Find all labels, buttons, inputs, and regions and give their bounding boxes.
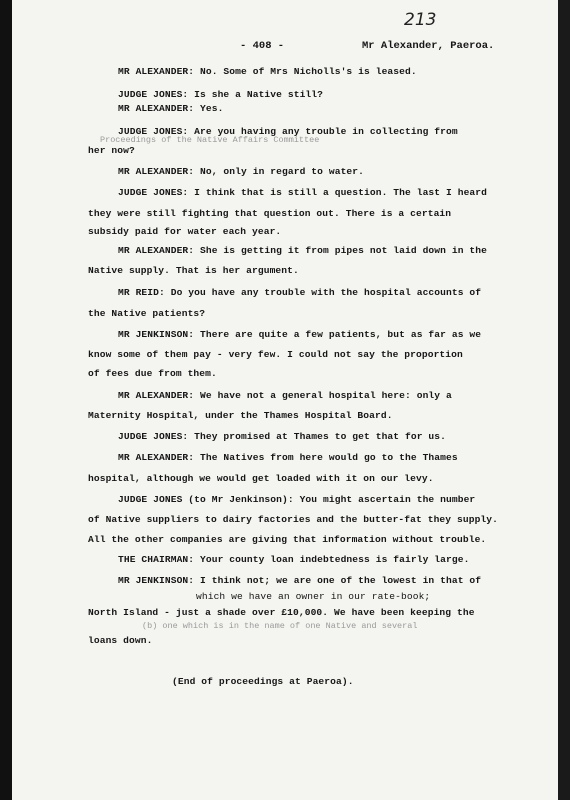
transcript-line: THE CHAIRMAN: Your county loan indebtedness is fairly large. (118, 554, 470, 565)
transcript-line: MR JENKINSON: There are quite a few patients, but as far as we (118, 329, 482, 340)
transcript-line: they were still fighting that question out. There is a certain (88, 208, 452, 219)
transcript-line: which we have an owner in our rate-book; (196, 591, 431, 602)
running-head: Mr Alexander, Paeroa. (362, 40, 495, 52)
document-page (12, 0, 558, 800)
transcript-line: MR JENKINSON: I think not; we are one of the lowest in that of (118, 575, 482, 586)
closing-note: (End of proceedings at Paeroa). (172, 676, 354, 687)
transcript-line: subsidy paid for water each year. (88, 226, 282, 237)
transcript-line: know some of them pay - very few. I could not say the proportion (88, 349, 463, 360)
transcript-line: MR ALEXANDER: She is getting it from pipes not laid down in the (118, 245, 488, 256)
transcript-line: MR ALEXANDER: The Natives from here would go to the Thames (118, 452, 458, 463)
bleed-through-text: Proceedings of the Native Affairs Committee (100, 135, 320, 145)
transcript-line: JUDGE JONES: Is she a Native still? (118, 89, 324, 100)
transcript-line: her now? (88, 145, 135, 156)
transcript-line: MR ALEXANDER: Yes. (118, 103, 224, 114)
transcript-line: JUDGE JONES: They promised at Thames to get that for us. (118, 431, 447, 442)
transcript-line: MR ALEXANDER: We have not a general hospital here: only a (118, 390, 452, 401)
transcript-line: hospital, although we would get loaded with it on our levy. (88, 473, 434, 484)
scan-right-edge (558, 0, 570, 800)
transcript-line: Maternity Hospital, under the Thames Hospital Board. (88, 410, 393, 421)
folio-number: 213 (404, 10, 437, 30)
transcript-line: JUDGE JONES: Are you having any trouble in collecting from (118, 126, 458, 137)
transcript-line: of Native suppliers to dairy factories and the butter-fat they supply. (88, 514, 499, 525)
bleed-through-text: (b) one which is in the name of one Native and several (142, 621, 418, 631)
transcript-line: North Island - just a shade over £10,000. We have been keeping the (88, 607, 475, 618)
transcript-line: the Native patients? (88, 308, 206, 319)
transcript-line: of fees due from them. (88, 368, 217, 379)
transcript-line: loans down. (88, 635, 153, 646)
transcript-line: MR ALEXANDER: No, only in regard to water. (118, 166, 365, 177)
transcript-line: JUDGE JONES: I think that is still a question. The last I heard (118, 187, 488, 198)
transcript-line: MR REID: Do you have any trouble with the hospital accounts of (118, 287, 482, 298)
scan-left-edge (0, 0, 12, 800)
transcript-line: Native supply. That is her argument. (88, 265, 299, 276)
transcript-line: MR ALEXANDER: No. Some of Mrs Nicholls's is leased. (118, 66, 417, 77)
transcript-line: All the other companies are giving that information without trouble. (88, 534, 487, 545)
page-number: - 408 - (240, 40, 285, 52)
transcript-line: JUDGE JONES (to Mr Jenkinson): You might ascertain the number (118, 494, 476, 505)
